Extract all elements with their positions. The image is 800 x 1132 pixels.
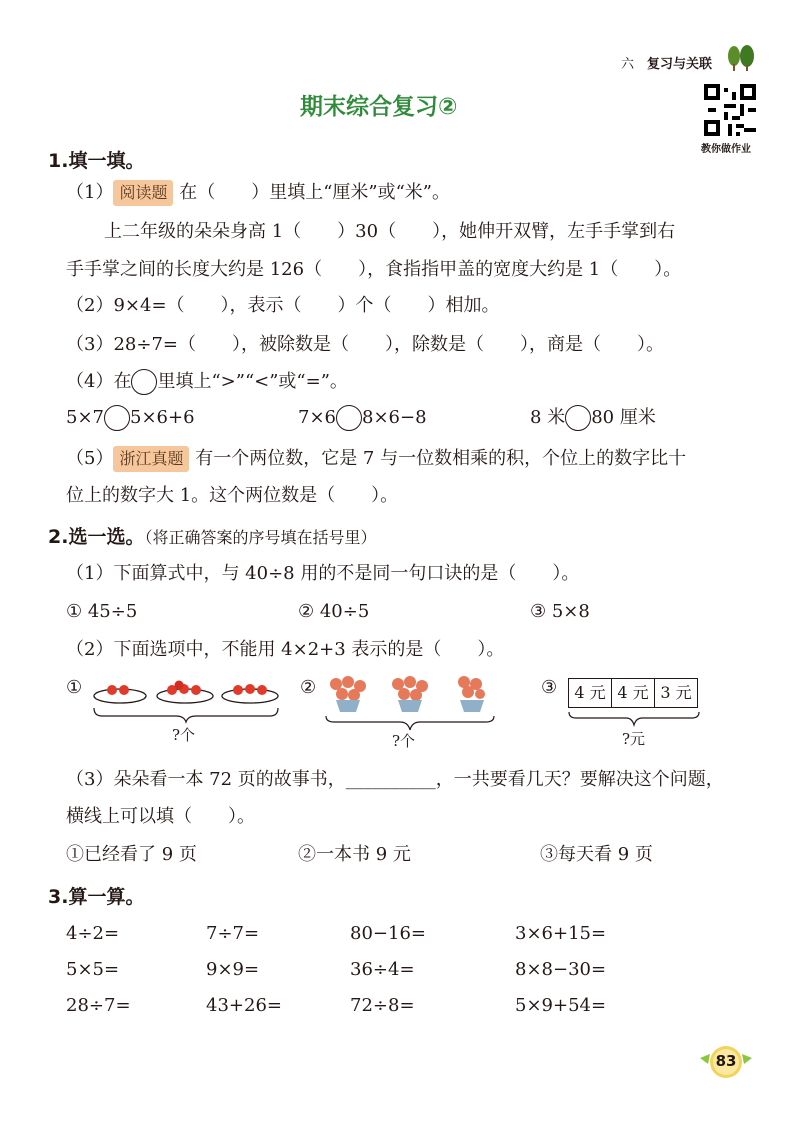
calc-item: 7÷7=: [206, 923, 260, 944]
q2-1-option-b[interactable]: ② 40÷5: [298, 601, 370, 622]
q2-1-option-c[interactable]: ③ 5×8: [530, 601, 590, 622]
q1-1-line1: [66, 180, 450, 206]
section-2-note: （将正确答案的序号填在括号里）: [144, 528, 377, 547]
page-number: 83: [715, 1052, 737, 1070]
q2-1-option-a[interactable]: ① 45÷5: [66, 601, 138, 622]
calc-item: 4÷2=: [66, 923, 120, 944]
q1-4: [66, 369, 348, 395]
compare-1: [66, 405, 195, 431]
calc-item: 5×9+54=: [515, 995, 607, 1016]
compare-left: 5×7: [66, 407, 104, 428]
q2-3-option-c[interactable]: ③每天看 9 页: [540, 844, 653, 865]
compare-circle-example: [131, 369, 157, 395]
compare-right: 8×6−8: [362, 407, 427, 428]
calc-item: 43+26=: [206, 995, 282, 1016]
price-brace: [566, 710, 702, 728]
page-title: 期末综合复习②: [300, 94, 458, 120]
chapter-number: 六: [621, 57, 635, 72]
calc-item: 36÷4=: [350, 959, 415, 980]
compare-circle[interactable]: [336, 405, 362, 431]
calc-item: 5×5=: [66, 959, 120, 980]
price-box: 4 元: [569, 679, 612, 707]
compare-circle[interactable]: [565, 405, 591, 431]
q1-1-number: （1）: [66, 182, 114, 203]
tree-icon: [724, 44, 756, 72]
q2-2-mark-b[interactable]: ②: [300, 677, 317, 698]
compare-circle[interactable]: [104, 405, 130, 431]
compare-left: 7×6: [298, 407, 336, 428]
q2-2-mark-c[interactable]: ③: [541, 677, 558, 698]
calc-item: 3×6+15=: [515, 923, 607, 944]
q2-3-option-b[interactable]: ②一本书 9 元: [298, 844, 411, 865]
reading-tag: 阅读题: [113, 180, 173, 206]
q1-5-line2: 位上的数字大 1。这个两位数是（ ）。: [66, 485, 399, 506]
calc-item: 28÷7=: [66, 995, 131, 1016]
qr-code[interactable]: [704, 84, 756, 136]
q2-2: （2）下面选项中，不能用 4×2+3 表示的是（ ）。: [66, 639, 505, 660]
calc-item: 80−16=: [350, 923, 426, 944]
q1-1-prompt: 在（ ）里填上“厘米”或“米”。: [179, 182, 451, 203]
qr-label: 教你做作业: [701, 144, 751, 155]
price-box: 3 元: [660, 683, 692, 702]
q1-1-line2: 上二年级的朵朵身高 1（ ）30（ ），她伸开双臂，左手手掌到右: [104, 221, 676, 242]
q1-4-number: （4）在: [66, 371, 132, 392]
zhejiang-tag: 浙江真题: [113, 446, 189, 472]
section-2-heading-row: [48, 522, 376, 549]
q2-3-line1: （3）朵朵看一本 72 页的故事书，__________，一共要看几天？要解决这个问题，: [66, 769, 724, 790]
chapter-section: 复习与关联: [647, 57, 713, 72]
compare-right: 5×6+6: [130, 407, 195, 428]
section-1-heading: 1.填一填。: [48, 150, 145, 172]
q1-5-line1: [66, 446, 686, 472]
q2-3-option-a[interactable]: ①已经看了 9 页: [66, 844, 197, 865]
price-box: 4 元: [612, 679, 655, 707]
q1-5-number: （5）: [66, 448, 114, 469]
calc-item: 72÷8=: [350, 995, 415, 1016]
compare-right: 80 厘米: [591, 407, 656, 428]
compare-left: 8 米: [530, 407, 566, 428]
flower-pots-figure: [322, 670, 498, 732]
calc-item: 9×9=: [206, 959, 260, 980]
price-boxes: [568, 678, 698, 708]
q2-2-mark-a[interactable]: ①: [66, 677, 83, 698]
q2-1: （1）下面算式中，与 40÷8 用的不是同一句口诀的是（ ）。: [66, 563, 580, 584]
compare-3: [530, 405, 656, 431]
q1-3: （3）28÷7=（ ），被除数是（ ），除数是（ ），商是（ ）。: [66, 334, 664, 355]
section-3-heading: 3.算一算。: [48, 886, 145, 908]
q2-3-line2: 横线上可以填（ ）。: [66, 806, 255, 827]
q2-2-label-b: ?个: [392, 732, 416, 750]
q2-2-label-a: ?个: [172, 726, 196, 744]
q2-2-label-c: ?元: [622, 730, 646, 748]
q1-4-prompt: 里填上“>”“<”或“=”。: [157, 371, 348, 392]
q1-1-line3: 手手掌之间的长度大约是 126（ ），食指指甲盖的宽度大约是 1（ ）。: [66, 259, 682, 280]
section-2-heading: 2.选一选。: [48, 526, 145, 548]
q1-2: （2）9×4=（ ），表示（ ）个（ ）相加。: [66, 295, 500, 316]
compare-2: [298, 405, 427, 431]
calc-item: 8×8−30=: [515, 959, 607, 980]
apples-plates-figure: [90, 676, 282, 724]
q1-5-prompt: 有一个两位数，它是 7 与一位数相乘的积，个位上的数字比十: [195, 448, 687, 469]
